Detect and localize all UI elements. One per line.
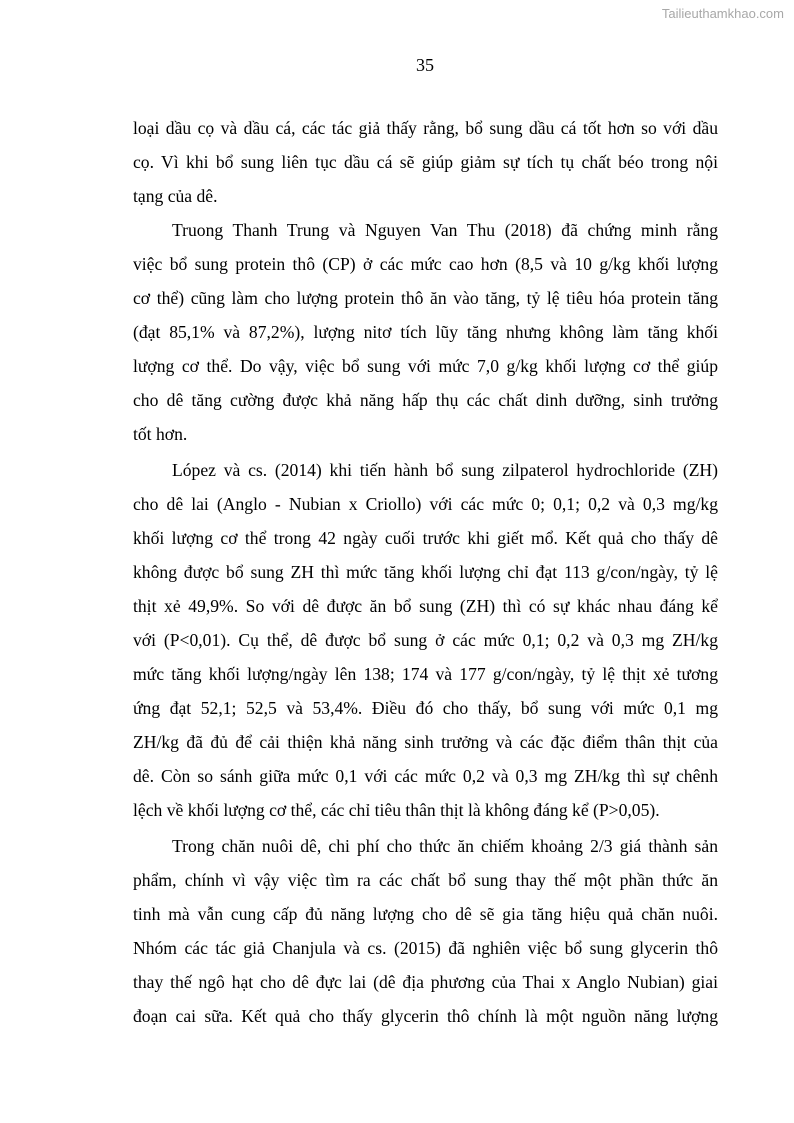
text-line: ứng đạt 52,1; 52,5 và 53,4%. Điều đó cho thấy, bổ sung với mức 0,1 mg xyxy=(133,698,718,718)
text-line: lệch về khối lượng cơ thể, các chỉ tiêu thân thịt là không đáng kể (P>0,05). xyxy=(133,800,660,820)
text-line: cọ. Vì khi bổ sung liên tục dầu cá sẽ giúp giảm sự tích tụ chất béo trong nội xyxy=(133,152,718,172)
text-line: thịt xẻ 49,9%. So với dê được ăn bổ sung (ZH) thì có sự khác nhau đáng kể xyxy=(133,596,718,616)
text-line: việc bổ sung protein thô (CP) ở các mức cao hơn (8,5 và 10 g/kg khối lượng xyxy=(133,254,718,274)
text-line: cơ thể) cũng làm cho lượng protein thô ăn vào tăng, tỷ lệ tiêu hóa protein tăng xyxy=(133,288,718,308)
text-line: tinh mà vẫn cung cấp đủ năng lượng cho dê sẽ gia tăng hiệu quả chăn nuôi. xyxy=(133,904,718,924)
text-line: (đạt 85,1% và 87,2%), lượng nitơ tích lũy tăng nhưng không làm tăng khối xyxy=(133,322,718,342)
text-line: López và cs. (2014) khi tiến hành bổ sung zilpaterol hydrochloride (ZH) xyxy=(172,460,718,480)
watermark: Tailieuthamkhao.com xyxy=(661,6,784,21)
text-line: với (P<0,01). Cụ thể, dê được bổ sung ở các mức 0,1; 0,2 và 0,3 mg ZH/kg xyxy=(133,630,718,650)
text-line: thay thế ngô hạt cho dê đực lai (dê địa phương của Thai x Anglo Nubian) giai xyxy=(133,972,718,992)
text-line: ZH/kg đã đủ để cải thiện khả năng sinh trưởng và các đặc điểm thân thịt của xyxy=(133,732,718,752)
text-line: Nhóm các tác giả Chanjula và cs. (2015) đã nghiên việc bổ sung glycerin thô xyxy=(133,938,718,958)
text-line: mức tăng khối lượng/ngày lên 138; 174 và 177 g/con/ngày, tỷ lệ thịt xẻ tương xyxy=(133,664,718,684)
text-line: Trong chăn nuôi dê, chi phí cho thức ăn chiếm khoảng 2/3 giá thành sản xyxy=(172,836,718,856)
text-line: dê. Còn so sánh giữa mức 0,1 với các mức 0,2 và 0,3 mg ZH/kg thì sự chênh xyxy=(133,766,718,786)
text-line: khối lượng cơ thể trong 42 ngày cuối trước khi giết mổ. Kết quả cho thấy dê xyxy=(133,528,718,548)
text-line: không được bổ sung ZH thì mức tăng khối lượng chỉ đạt 113 g/con/ngày, tỷ lệ xyxy=(133,562,718,582)
text-line: tạng của dê. xyxy=(133,186,218,206)
text-line: cho dê lai (Anglo - Nubian x Criollo) với các mức 0; 0,1; 0,2 và 0,3 mg/kg xyxy=(133,494,718,514)
text-line: lượng cơ thể. Do vậy, việc bổ sung với mức 7,0 g/kg khối lượng cơ thể giúp xyxy=(133,356,718,376)
text-line: cho dê tăng cường được khả năng hấp thụ các chất dinh dưỡng, sinh trưởng xyxy=(133,390,718,410)
text-line: Truong Thanh Trung và Nguyen Van Thu (2018) đã chứng minh rằng xyxy=(172,220,718,240)
text-line: phẩm, chính vì vậy việc tìm ra các chất bổ sung thay thế một phần thức ăn xyxy=(133,870,718,890)
text-line: loại dầu cọ và dầu cá, các tác giả thấy rằng, bổ sung dầu cá tốt hơn so với dầu xyxy=(133,118,718,138)
text-line: tốt hơn. xyxy=(133,424,188,444)
text-line: đoạn cai sữa. Kết quả cho thấy glycerin thô chính là một nguồn năng lượng xyxy=(133,1006,718,1026)
page-number: 35 xyxy=(416,55,434,75)
